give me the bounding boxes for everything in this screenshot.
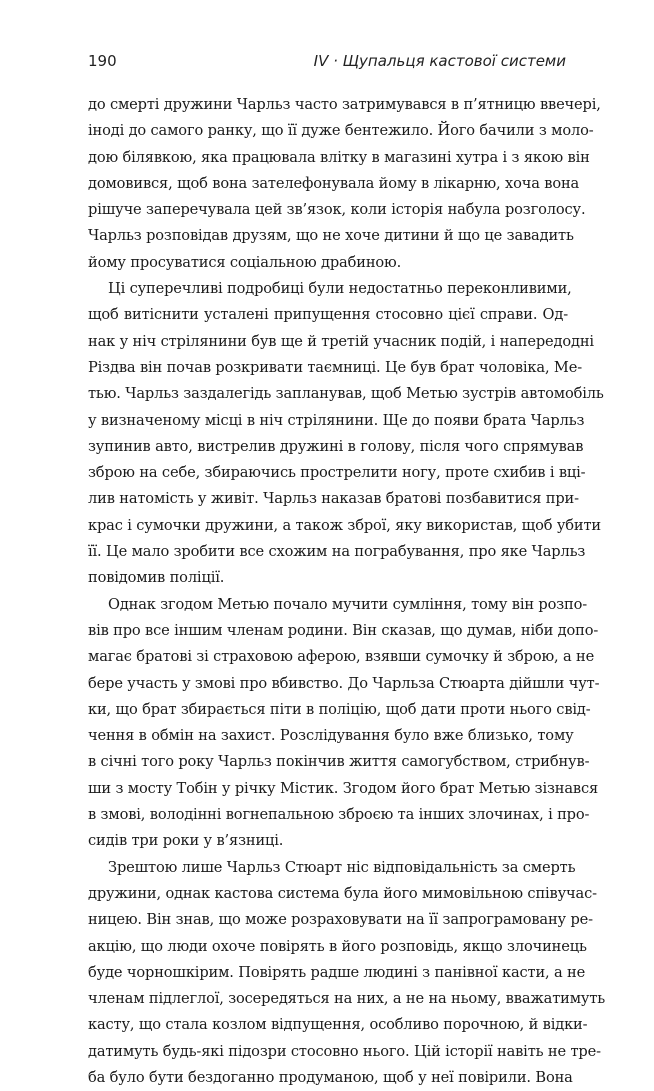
text-line: дою білявкою, яка працювала влітку в магазині хутра і з якою він [88,148,590,166]
paragraph [88,592,600,855]
text-line: у визначеному місці в ніч стрілянини. Ще до появи брата Чарльз [88,411,585,429]
text-line: Ці суперечливі подробиці були недостатньо переконливими, [108,280,572,298]
text-line: зупинив авто, вистрелив дружині в голову, після чого спрямував [88,437,584,455]
text-line: членам підлеглої, зосередяться на них, а не на ньому, вважатимуть [88,990,606,1008]
text-line: повідомив поліції. [88,569,225,587]
paragraph [88,276,604,592]
paragraph [88,92,601,276]
text-line: бере участь у змові про вбивство. До Чарльза Стюарта дійшли чут- [88,674,600,692]
text-line: касту, що стала козлом відпущення, особливо порочною, й відки- [88,1016,588,1034]
text-line: іноді до самого ранку, що її дуже бентежило. Його бачили з моло- [88,122,594,140]
text-line: тью. Чарльз заздалегідь запланував, щоб Метью зустрів автомобіль [88,385,604,403]
text-line: її. Це мало зробити все схожим на пограбування, про яке Чарльз [88,543,586,561]
text-line: дружини, однак кастова система була його мимовільною співучас- [88,884,597,902]
text-line: зброю на себе, збираючись прострелити ногу, проте схибив і вці- [88,464,586,482]
text-line: ба було бути бездоганно продуманою, щоб у неї повірили. Вона [88,1068,573,1086]
text-line: магає братові зі страховою аферою, взявши сумочку й зброю, а не [88,648,595,666]
page-number: 190 [88,52,117,70]
text-line: йому просуватися соціальною драбиною. [88,253,402,271]
text-line: ши з мосту Тобін у річку Містик. Згодом його брат Метью зізнався [88,779,599,797]
text-line: чення в обмін на захист. Розслідування було вже близько, тому [88,727,574,745]
text-line: до смерті дружини Чарльз часто затримувався в п’ятницю ввечері, [88,96,601,113]
text-line: буде чорношкірим. Повірять радше людині з панівної касти, а не [88,963,586,981]
text-line: лив натомість у живіт. Чарльз наказав братові позбавитися при- [88,490,579,508]
text-line: ницею. Він знав, що може розраховувати на її запрограмовану ре- [88,911,593,929]
text-line: датимуть будь-які підозри стосовно нього. Цій історії навіть не тре- [88,1042,601,1060]
text-line: щоб витіснити усталені припущення стосовно цієї справи. Од- [88,306,568,324]
text-line: рішуче заперечувала цей зв’язок, коли історія набула розголосу. [88,201,586,219]
running-header [88,48,566,72]
text-line: в змові, володінні вогнепальною зброєю та інших злочинах, і про- [88,806,590,824]
text-line: Однак згодом Метью почало мучити сумління, тому він розпо- [108,595,588,613]
text-line: Чарльз розповідав друзям, що не хоче дитини й що це завадить [88,227,574,245]
text-line: крас і сумочки дружини, а також зброї, яку використав, щоб убити [88,516,602,534]
text-line: домовився, щоб вона зателефонувала йому в лікарню, хоча вона [88,174,580,192]
text-line: ки, що брат збирається піти в поліцію, щоб дати проти нього свід- [88,700,591,718]
text-line: сидів три роки у в’язниці. [88,832,284,850]
body-text [88,92,606,1091]
text-line: акцію, що люди охоче повірять в його розповідь, якщо злочинець [88,937,587,955]
paragraph [88,855,606,1091]
text-line: в січні того року Чарльз покінчив життя самогубством, стрибнув- [88,753,590,771]
text-line: Різдва він почав розкривати таємниці. Це був брат чоловіка, Ме- [88,358,582,376]
text-line: Зрештою лише Чарльз Стюарт ніс відповідальність за смерть [108,858,576,876]
text-line: нак у ніч стрілянини був ще й третій учасник подій, і напередодні [88,332,594,350]
text-line: вів про все іншим членам родини. Він сказав, що думав, ніби допо- [88,621,599,639]
section-title: IV · Щупальця кастової системи [313,52,566,70]
